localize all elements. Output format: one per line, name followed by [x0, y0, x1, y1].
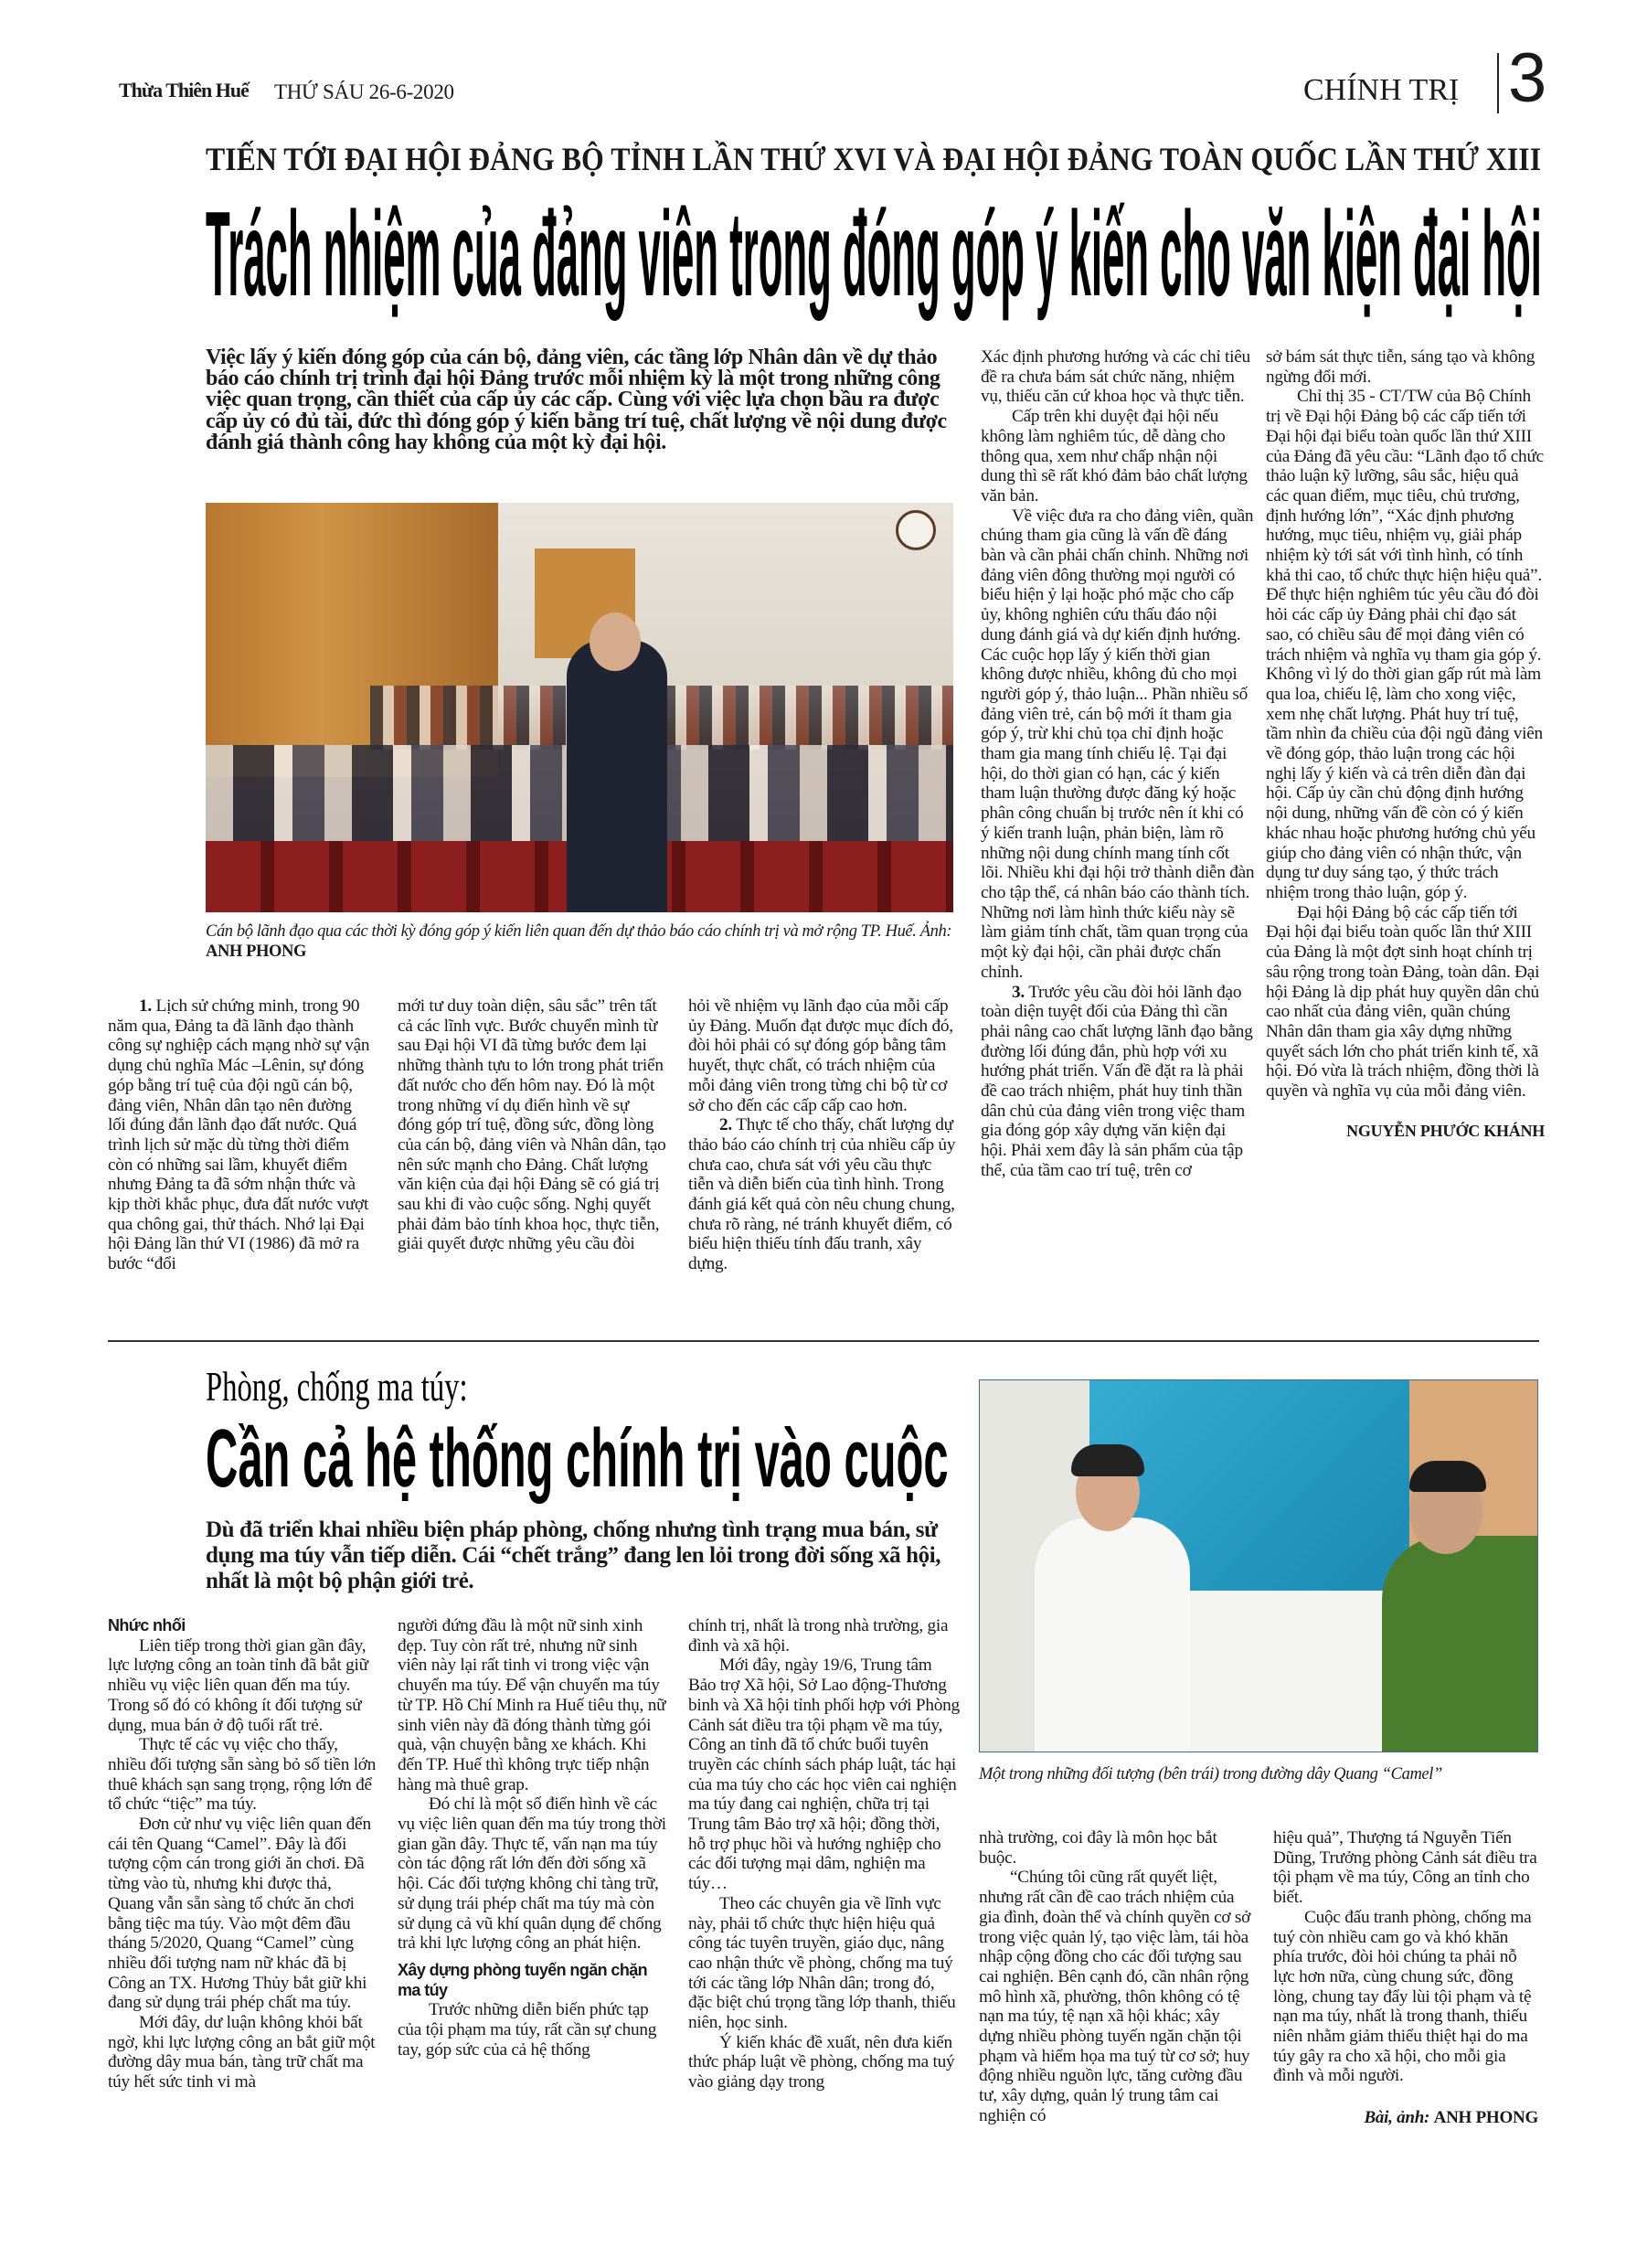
- paragraph: [688, 1616, 961, 1656]
- paragraph: [398, 996, 667, 1254]
- paragraph: [981, 506, 1255, 983]
- paragraph-text: Đại hội Đảng bộ các cấp tiến tới Đại hội đại biểu toàn quốc lần thứ XIII của Đảng là một đợt sinh hoạt chính trị sâu rộng trong toàn Đảng, toàn dân. Đại hội Đảng là dịp phát huy quyền dân chủ cao nhất của đảng viên, quần chúng Nhân dân tham gia xây dựng những quyết sách lớn cho phát triển kinh tế, xã hội. Đó vừa là trách nhiệm, đồng thời là quyền và nghĩa vụ của mỗi đảng viên.: [1266, 902, 1540, 1102]
- paragraph: [1266, 387, 1545, 902]
- paragraph: [108, 1735, 377, 1815]
- paragraph-text: Cuộc đấu tranh phòng, chống ma tuý còn nhiều cam go và khó khăn phía trước, đòi hỏi chúng ta phải nỗ lực hơn nữa, cùng chung sức, đồng lòng, chung tay đẩy lùi tội phạm và tệ nạn ma túy, nhất là trong thanh, thiếu niên nhằm giảm thiểu thiệt hại do ma túy gây ra cho xã hội, cho mỗi gia đình và mỗi người.: [1273, 1907, 1532, 2086]
- caption-text: Cán bộ lãnh đạo qua các thời kỳ đóng góp ý kiến liên quan đến dự thảo báo cáo chính trị và mở rộng TP. Huế.: [206, 922, 917, 941]
- article2-column-2: [398, 1616, 670, 2060]
- paragraph: [108, 1815, 377, 2013]
- paragraph-text: sở bám sát thực tiễn, sáng tạo và không ngừng đổi mới.: [1266, 347, 1535, 387]
- paragraph: [688, 2033, 961, 2092]
- article-separator: [108, 1340, 1539, 1342]
- paragraph: [108, 2013, 377, 2092]
- article1-column-3: [688, 996, 958, 1274]
- paragraph-text: Cấp trên khi duyệt đại hội nếu không làm nghiêm túc, dễ dàng cho thông qua, xem như chấp nhận nội dung thì sẽ rất khó đảm bảo chất lượng văn bản.: [981, 407, 1248, 506]
- page-number: 3: [1508, 39, 1547, 117]
- paragraph: [981, 983, 1255, 1181]
- article1-column-2: [398, 996, 667, 1254]
- paragraph-text: người đứng đầu là một nữ sinh xinh đẹp. Tuy còn rất trẻ, nhưng nữ sinh viên này lại rất tinh vi trong việc vận chuyển ma túy. Để vận chuyển ma túy từ TP. Hồ Chí Minh ra Huế tiêu thụ, nữ sinh viên này đã đóng thành từng gói quà, vận chuyện bằng xe khách. Khi đến TP. Huế thì không trực tiếp nhận hàng mà thuê grap.: [398, 1616, 666, 1794]
- article1-headline: [206, 187, 1545, 325]
- paragraph-text: “Chúng tôi cũng rất quyết liệt, nhưng rất cần đề cao trách nhiệm của gia đình, đoàn thể và chính quyền cơ sở trong việc quản lý, tạo việc làm, tái hòa nhập cộng đồng cho các đối tượng sau cai nghiện. Bên cạnh đó, cần nhân rộng mô hình xã, phường, thôn không có tệ nạn ma túy, tệ nạn xã hội khác; xây dựng nhiều phòng tuyến ngăn chặn tội phạm và hiểm họa ma tuý từ cơ sở; huy động nhiều nguồn lực, tăng cường đầu tư, xây dựng, quản lý trung tâm cai nghiện có: [979, 1868, 1251, 2125]
- paragraph-text: Mới đây, dư luận không khỏi bất ngờ, khi lực lượng công an bắt giữ một đường dây mua bán, tàng trữ chất ma túy hết sức tinh vi mà: [108, 2013, 376, 2092]
- paragraph-text: Đó chỉ là một số điển hình về các vụ việc liên quan đến ma túy trong thời gian gần đây. Thực tế, vấn nạn ma túy còn tác động rất lớn đến đời sống xã hội. Các đối tượng không chỉ tàng trữ, sử dụng trái phép chất ma túy mà còn sử dụng cả vũ khí quân dụng để chống trả khi lực lượng công an phát hiện.: [398, 1794, 666, 1954]
- article2-column-3: [688, 1616, 961, 2092]
- article2-headline: [206, 1411, 951, 1507]
- paragraph: [688, 1115, 958, 1274]
- paragraph-text: Liên tiếp trong thời gian gần đây, lực lượng công an toàn tỉnh đã bắt giữ nhiều vụ việc liên quan đến ma túy. Trong số đó có không ít đối tượng sử dụng, mua bán ở độ tuổi rất trẻ.: [108, 1635, 368, 1735]
- section-name: CHÍNH TRỊ: [1303, 73, 1460, 107]
- paragraph-text: Chỉ thị 35 - CT/TW của Bộ Chính trị về Đại hội Đảng bộ các cấp tiến tới Đại hội đại biểu toàn quốc lần thứ XIII của Đảng đã yêu cầu: “Lãnh đạo tổ chức thảo luận kỹ lưỡng, sâu sắc, hiệu quả các quan điểm, mục tiêu, chủ trương, định hướng lớn”, “Xác định phương hướng, mục tiêu, nhiệm vụ, giải pháp nhiệm kỳ tới sát với tình hình, có tính khả thi cao, tổ chức thực hiện hiệu quả”. Để thực hiện nghiêm túc yêu cầu đó đòi hỏi các cấp ủy Đảng phải chỉ đạo sát sao, có chiều sâu để mọi đảng viên có trách nhiệm và nghĩa vụ tham gia góp ý. Không vì lý do thời gian gấp rút mà làm qua loa, chiếu lệ, làm cho xong việc, xem nhẹ chất lượng. Phát huy trí tuệ, tầm nhìn đa chiều của đội ngũ đảng viên về đóng góp, thảo luận trong các hội nghị lấy ý kiến và cả trên diễn đàn đại hội. Cấp ủy cần chủ động định hướng nội dung, những vấn đề còn có ý kiến khác nhau hoặc phương hướng chủ yếu giúp cho đảng viên có nhận thức, vận dụng tư duy sáng tạo, ý thức trách nhiệm trong thảo luận, góp ý.: [1266, 387, 1544, 902]
- paragraph-text: Mới đây, ngày 19/6, Trung tâm Bảo trợ Xã hội, Sở Lao động-Thương binh và Xã hội tỉnh phối hợp với Phòng Cảnh sát điều tra tội phạm về ma túy, Công an tỉnh đã tổ chức buổi tuyên truyền các chính sách pháp luật, tác hại của ma túy cho các học viên cai nghiện ma túy đang cai nghiện, chữa trị tại Trung tâm Bảo trợ xã hội; đồng thời, hỗ trợ phục hồi và hướng nghiệp cho các đối tượng mại dâm, nghiện ma túy…: [688, 1656, 960, 1894]
- paragraph-text: hiệu quả”, Thượng tá Nguyễn Tiến Dũng, Trưởng phòng Cảnh sát điều tra tội phạm về ma túy, Công an tỉnh cho biết.: [1273, 1828, 1537, 1908]
- paragraph-text: Đơn cử như vụ việc liên quan đến cái tên Quang “Camel”. Đây là đối tượng cộm cán trong giới ăn chơi. Đã từng vào tù, nhưng khi được thả, Quang vẫn sẵn sàng tổ chức ăn chơi bằng tiệc ma túy. Vào một đêm đầu tháng 5/2020, Quang “Camel” cùng nhiều đối tượng nam nữ khác đã bị Công an TX. Hương Thủy bắt giữ khi đang sử dụng trái phép chất ma túy.: [108, 1815, 371, 2013]
- article2-column-1: [108, 1616, 377, 2092]
- paragraph: [108, 1636, 377, 1736]
- paragraph: [1266, 903, 1545, 1102]
- article1-photo-caption: [206, 921, 953, 962]
- paragraph-text: hỏi về nhiệm vụ lãnh đạo của mỗi cấp ủy Đảng. Muốn đạt được mục đích đó, đòi hỏi phải có sự đóng góp bằng tâm huyết, thực chất, có trách nhiệm của mỗi đảng viên trong từng chi bộ từ cơ sở cho đến các cấp cấp cao hơn.: [688, 996, 953, 1115]
- paragraph-text: Trước yêu cầu đòi hỏi lãnh đạo toàn diện tuyệt đối của Đảng thì cần phải nâng cao chất lượng lãnh đạo bằng đường lối đúng đắn, phù hợp với xu hướng phát triển. Vấn đề đặt ra là phải đề cao trách nhiệm, phát huy tinh thần dân chủ của đảng viên trong việc tham gia đóng góp xây dựng văn kiện đại hội. Phải xem đây là sản phẩm của tập thể, của tầm cao trí tuệ, trên cơ: [981, 982, 1253, 1180]
- paragraph-text: nhà trường, coi đây là môn học bắt buộc.: [979, 1828, 1217, 1868]
- article2-column-4: [979, 1828, 1253, 2126]
- paragraph-text: NGUYỄN PHƯỚC KHÁNH: [1346, 1121, 1545, 1140]
- paragraph: [1266, 347, 1545, 387]
- paragraph-text: Ý kiến khác đề xuất, nên đưa kiến thức pháp luật về phòng, chống ma tuý vào giảng dạy trong: [688, 2032, 955, 2092]
- article1-kicker: [206, 137, 1545, 178]
- article1-kicker-text: TIẾN TỚI ĐẠI HỘI ĐẢNG BỘ TỈNH LẦN THỨ XVI VÀ ĐẠI HỘI ĐẢNG TOÀN QUỐC LẦN THỨ XIII: [206, 140, 1542, 177]
- paragraph: [979, 1828, 1253, 1868]
- article2-column-5: [1273, 1828, 1538, 2128]
- paragraph: [398, 2000, 670, 2060]
- paragraph-text: Thực tế cho thấy, chất lượng dự thảo báo cáo chính trị của nhiều cấp ủy chưa cao, chưa sát với yêu cầu thực tiễn và diễn biến của tình hình. Trong đánh giá kết quả còn nêu chung chung, chưa rõ ràng, né tránh khuyết điểm, có biểu hiện thiếu tính đấu tranh, xây dựng.: [688, 1115, 956, 1274]
- paragraph-text: Trước những diễn biến phức tạp của tội phạm ma túy, rất cần sự chung tay, góp sức của cả hệ thống: [398, 2000, 657, 2060]
- article1-column-5: [1266, 347, 1545, 1141]
- paragraph-text: Về việc đưa ra cho đảng viên, quần chúng tham gia cũng là vấn đề đáng bàn và cần phải chấn chỉnh. Những nơi đảng viên đông thường mọi người có biểu hiện ỷ lại hoặc phó mặc cho cấp ủy, không nghiên cứu thấu đáo nội dung đánh giá và dự kiến định hướng. Các cuộc họp lấy ý kiến thời gian không được nhiều, không đủ cho mọi người góp ý, thảo luận... Phần nhiều số đảng viên trẻ, cán bộ mới ít tham gia góp ý, trừ khi chủ tọa chỉ định hoặc tham gia mang tính chiếu lệ. Tại đại hội, do thời gian có hạn, các ý kiến tham luận thường được đăng ký hoặc phân công chuẩn bị trước nên ít khi có ý kiến tranh luận, phản biện, làm rõ những nội dung chính mang tính cốt lõi. Nhiều khi đại hội trở thành diễn đàn cho tập thể, cá nhân báo cáo thành tích. Những nơi làm hình thức kiểu này sẽ làm giảm tính chất, tầm quan trọng của một kỳ đại hội, cần phải được chấn chỉnh.: [981, 506, 1255, 982]
- paragraph: [1273, 1828, 1538, 1908]
- article1-column-1: [108, 996, 373, 1274]
- paragraph-text: chính trị, nhất là trong nhà trường, gia đình và xã hội.: [688, 1616, 949, 1656]
- article1-lead: Việc lấy ý kiến đóng góp của cán bộ, đảng viên, các tầng lớp Nhân dân về dự thảo báo cáo chính trị trình đại hội Đảng trước mỗi nhiệm kỳ là một trong những công việc quan trọng, cần thiết của cấp ủy các cấp. Cùng với việc lựa chọn bầu ra được cấp ủy có đủ tài, đức thì đóng góp ý kiến bằng trí tuệ, chất lượng về nội dung được đánh giá thành công hay không của một kỳ đại hội.: [206, 346, 947, 454]
- issue-date: THỨ SÁU 26-6-2020: [274, 80, 454, 103]
- article2-photo-caption: Một trong những đối tượng (bên trái) trong đường dây Quang “Camel”: [979, 1765, 1442, 1784]
- paragraph-text: Xác định phương hướng và các chỉ tiêu đề ra chưa bám sát chức năng, nhiệm vụ, thiếu căn cứ khoa học và thực tiễn.: [981, 347, 1250, 407]
- paragraph: [981, 347, 1255, 407]
- paragraph: [108, 996, 373, 1274]
- masthead-logo: Thừa Thiên Huế: [119, 79, 249, 101]
- paragraph: [688, 1656, 961, 1893]
- caption-credit-name: ANH PHONG: [206, 942, 306, 961]
- article1-headline-text: Trách nhiệm của đảng viên trong đóng góp ý kiến cho văn kiện đại hội: [206, 186, 1542, 322]
- article1-column-4: [981, 347, 1255, 1181]
- paragraph-text: Lịch sử chứng minh, trong 90 năm qua, Đảng ta đã lãnh đạo thành công sự nghiệp cách mạng nhờ sự vận dụng chủ nghĩa Mác –Lênin, sự đóng góp bằng trí tuệ của đội ngũ cán bộ, đảng viên, Nhân dân tạo nên đường lối đúng đắn lãnh đạo đất nước. Quá trình lịch sử mặc dù từng thời điểm còn có những sai lầm, khuyết điểm nhưng Đảng ta đã sớm nhận thức và kịp thời khắc phục, đưa đất nước vượt qua chông gai, thử thách. Nhớ lại Đại hội Đảng lần thứ VI (1986) đã mở ra bước “đổi: [108, 996, 370, 1274]
- article2-lead: Dù đã triển khai nhiều biện pháp phòng, chống nhưng tình trạng mua bán, sử dụng ma túy vẫn tiếp diễn. Cái “chết trắng” đang len lỏi trong đời sống xã hội, nhất là một bộ phận giới trẻ.: [206, 1517, 941, 1593]
- paragraph-text: Theo các chuyên gia về lĩnh vực này, phải tổ chức thực hiện hiệu quả công tác tuyên truyền, giáo dục, nâng cao nhận thức về phòng, chống ma tuý tới các tầng lớp Nhân dân; trong đó, đặc biệt chú trọng tầng lớp thanh, thiếu niên, học sinh.: [688, 1893, 956, 2033]
- paragraph: [981, 407, 1255, 506]
- article2-kicker-text: Phòng, chống ma túy:: [206, 1363, 468, 1411]
- paragraph-text: ANH PHONG: [1433, 2108, 1538, 2128]
- paragraph-text: Nhức nhối: [108, 1616, 186, 1634]
- paragraph: [688, 996, 958, 1115]
- byline-label: Bài, ảnh:: [1364, 2108, 1430, 2128]
- header-divider: [1497, 53, 1499, 113]
- paragraph-text: Xây dựng phòng tuyến ngăn chặn ma túy: [398, 1960, 648, 1999]
- paragraph: [398, 1616, 670, 1794]
- article1-photo: [206, 503, 953, 912]
- article2-kicker: [206, 1362, 471, 1412]
- subheading: [398, 1961, 670, 2000]
- paragraph-text: Thực tế các vụ việc cho thấy, nhiều đối tượng sẵn sàng bỏ số tiền lớn thuê khách sạn sang trọng, rộng lớn để tổ chức “tiệc” ma túy.: [108, 1735, 377, 1815]
- article2-headline-text: Cần cả hệ thống chính trị vào cuộc: [206, 1411, 949, 1505]
- article2-photo: [979, 1379, 1538, 1752]
- paragraph: [398, 1794, 670, 1954]
- paragraph: [979, 1868, 1253, 2125]
- section-number: 3.: [1012, 982, 1025, 1002]
- caption-credit-label: Ảnh:: [919, 922, 952, 941]
- paragraph-text: mới tư duy toàn diện, sâu sắc” trên tất cả các lĩnh vực. Bước chuyển mình từ sau Đại hội VI đã từng bước đem lại những thành tựu to lớn trong phát triển đất nước cho đến hôm nay. Đó là một trong những ví dụ điển hình về sự đóng góp trí tuệ, đồng sức, đồng lòng của cán bộ, đảng viên và Nhân dân, tạo nên sức mạnh cho Đảng. Chất lượng văn kiện của đại hội Đảng sẽ có giá trị sau khi đi vào cuộc sống. Nghị quyết phải đảm bảo tính khoa học, thực tiễn, giải quyết được những yêu cầu đòi: [398, 996, 666, 1254]
- author-byline: [1266, 1122, 1545, 1142]
- section-number: 2.: [719, 1115, 732, 1135]
- paragraph: [688, 1894, 961, 2033]
- section-number: 1.: [139, 996, 152, 1016]
- author-byline: [1273, 2108, 1538, 2128]
- subheading: [108, 1616, 377, 1636]
- paragraph: [1273, 1908, 1538, 2086]
